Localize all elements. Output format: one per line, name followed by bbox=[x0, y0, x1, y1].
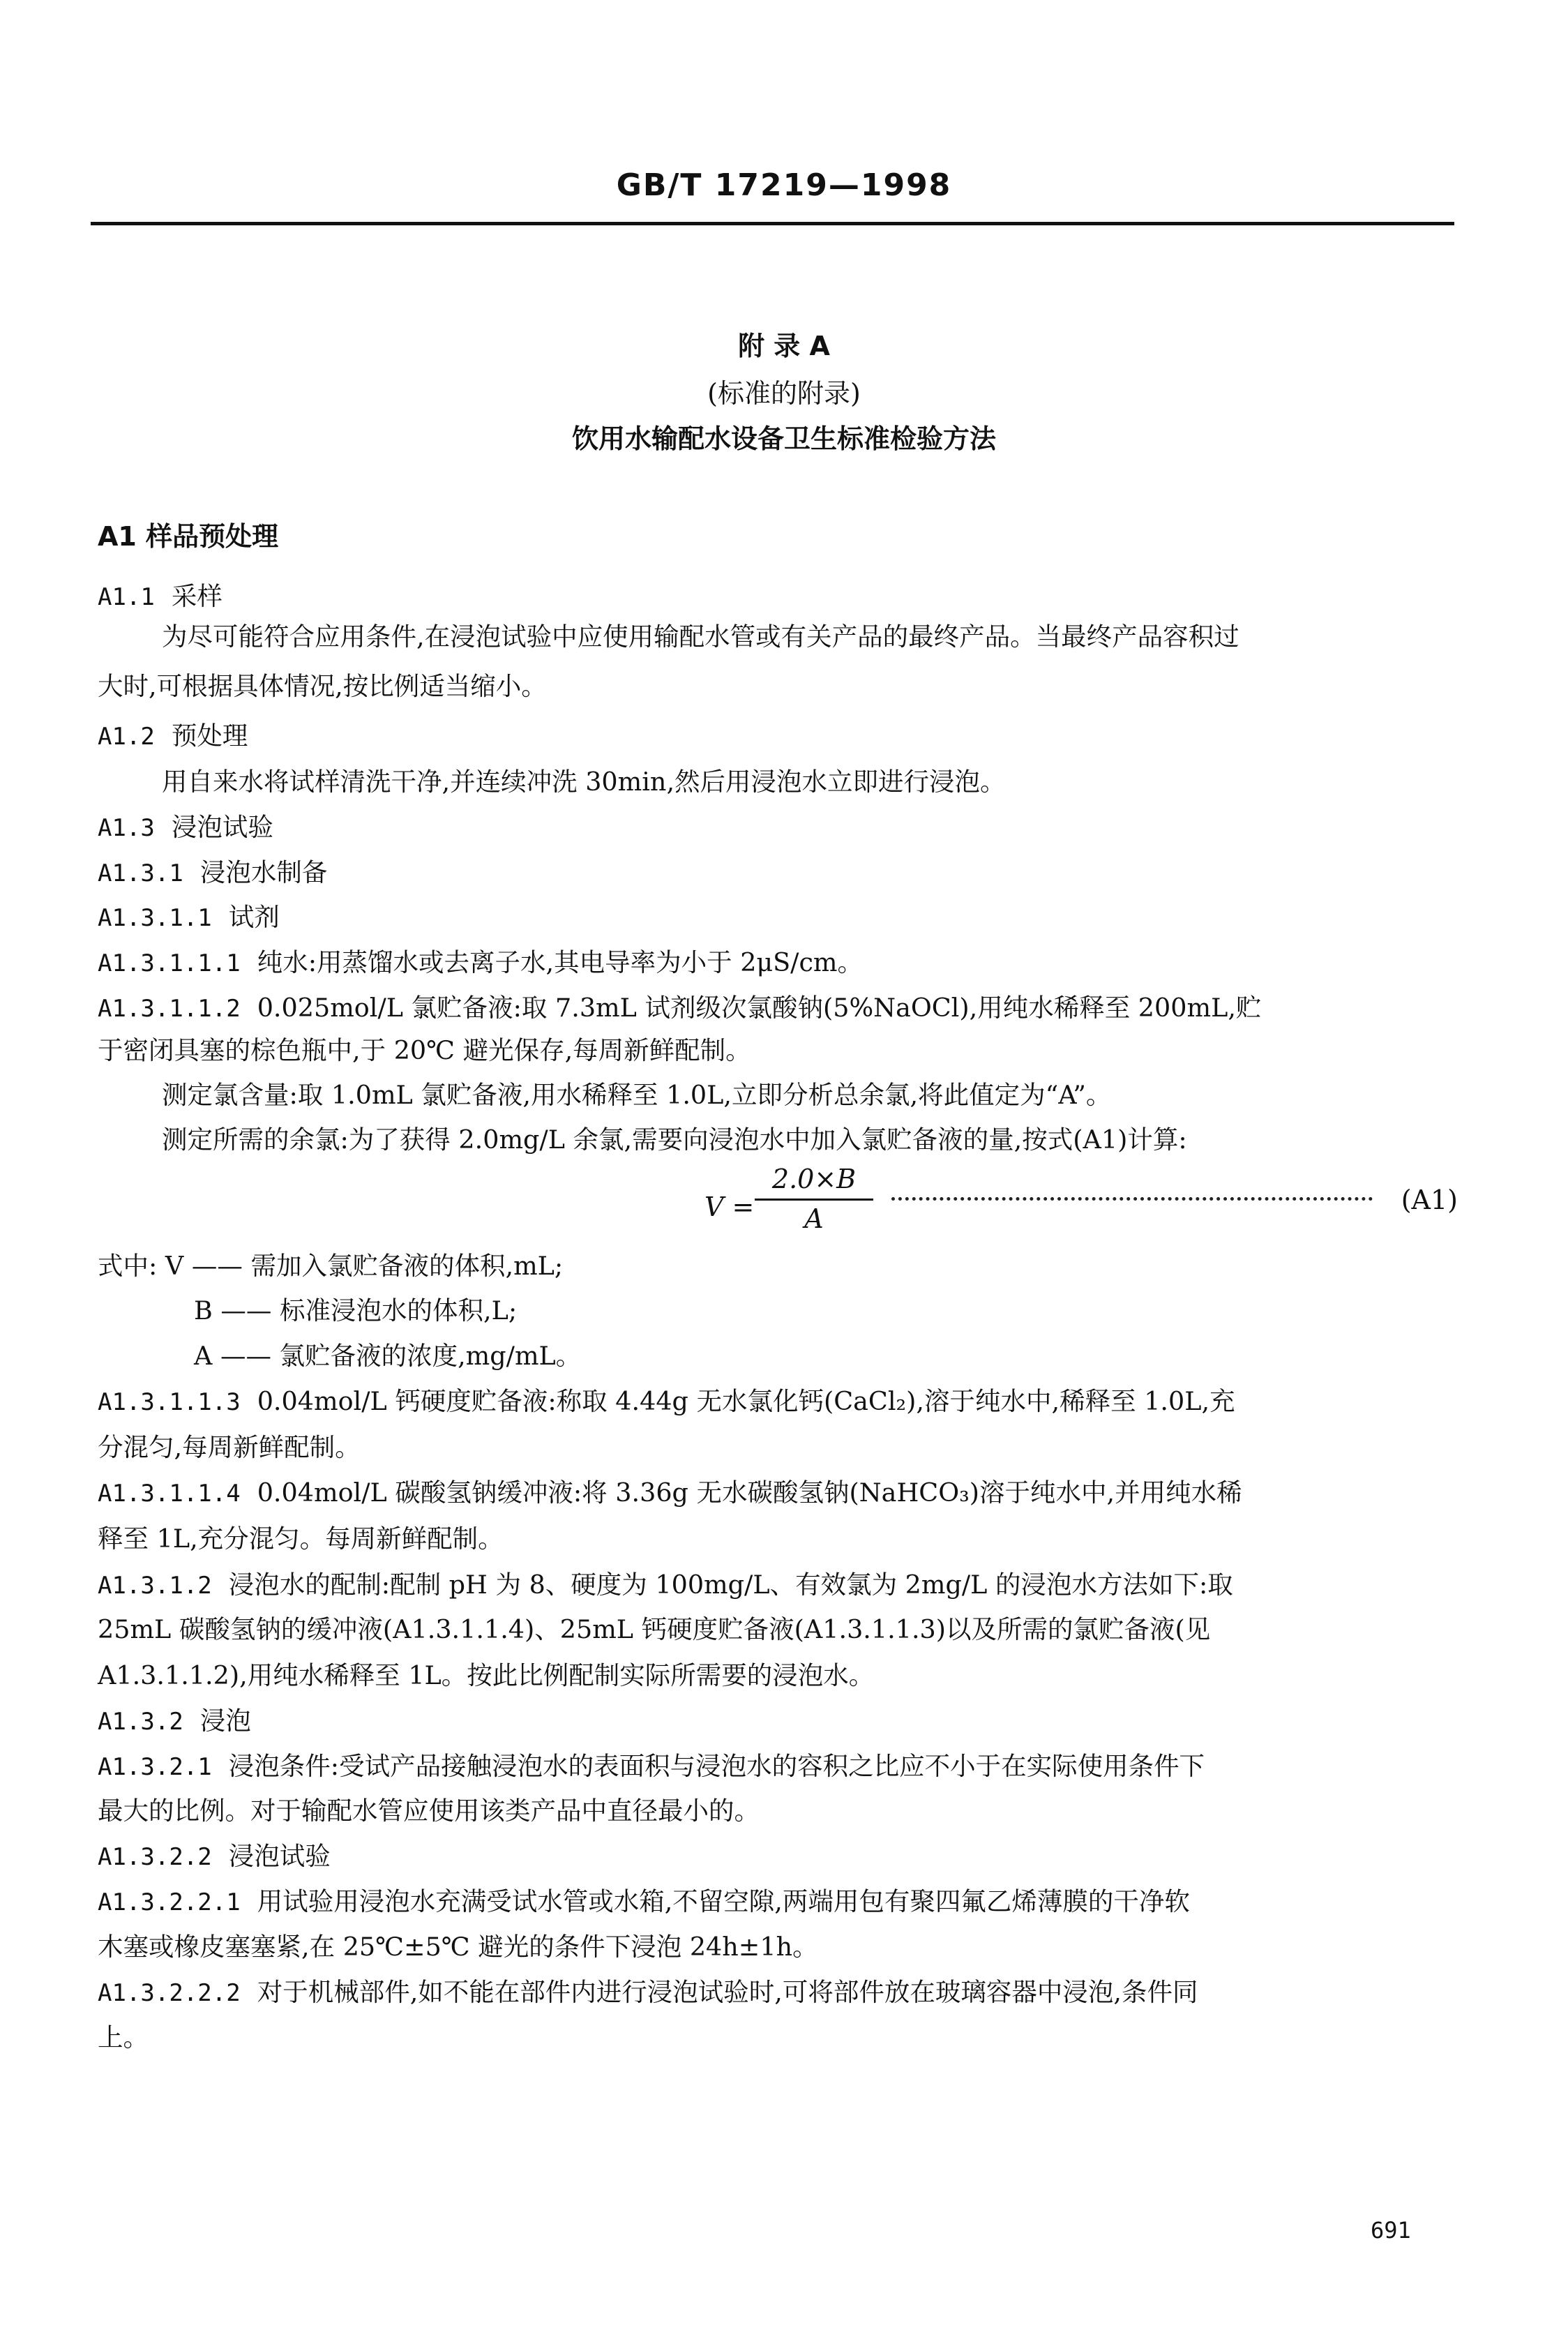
section-number: A1.2 bbox=[98, 723, 155, 751]
section-number: A1.3.2 bbox=[98, 1708, 183, 1736]
section-text: 0.04mol/L 碳酸氢钠缓冲液:将 3.36g 无水碳酸氢钠(NaHCO₃)溶于纯水中,并用纯水稀 bbox=[257, 1478, 1242, 1508]
section-text: 浸泡条件:受试产品接触浸泡水的表面积与浸泡水的容积之比应不小于在实际使用条件下 bbox=[228, 1751, 1205, 1781]
section-title: 浸泡试验 bbox=[228, 1841, 331, 1871]
section-title: 浸泡试验 bbox=[171, 812, 273, 842]
section-number: A1.3.2.2 bbox=[98, 1843, 212, 1871]
appendix-subtitle: (标准的附录) bbox=[707, 378, 861, 409]
formula-numerator: 2.0×B bbox=[755, 1164, 873, 1201]
section-text: 用试验用浸泡水充满受试水管或水箱,不留空隙,两端用包有聚四氟乙烯薄膜的干净软 bbox=[257, 1886, 1190, 1916]
paragraph-line: 最大的比例。对于输配水管应使用该类产品中直径最小的。 bbox=[98, 1796, 760, 1826]
section-a1-3-1-2 bbox=[98, 1572, 1233, 1598]
formula-fraction bbox=[755, 1164, 873, 1234]
section-number: A1.3.1.1.2 bbox=[98, 995, 241, 1023]
formula-leader-dots bbox=[891, 1194, 1373, 1201]
paragraph-line: 用自来水将试样清洗干净,并连续冲洗 30min,然后用浸泡水立即进行浸泡。 bbox=[162, 767, 1006, 797]
section-number: A1.1 bbox=[98, 583, 155, 611]
where-line: 式中: V —— 需加入氯贮备液的体积,mL; bbox=[98, 1251, 564, 1281]
section-a1-3-2-2 bbox=[98, 1841, 331, 1871]
formula-a1 bbox=[704, 1164, 1458, 1247]
section-number: A1.3.1 bbox=[98, 859, 183, 887]
section-title: 浸泡水制备 bbox=[199, 857, 328, 887]
section-number: A1.3.1.2 bbox=[98, 1572, 212, 1600]
paragraph-line: 于密闭具塞的棕色瓶中,于 20℃ 避光保存,每周新鲜配制。 bbox=[98, 1035, 751, 1065]
section-number: A1.3.1.1.1 bbox=[98, 949, 241, 977]
section-a1-title: A1 样品预处理 bbox=[98, 521, 279, 552]
section-a1-3-2-2-1 bbox=[98, 1886, 1190, 1916]
section-title: 预处理 bbox=[171, 721, 248, 751]
where-line: A —— 氯贮备液的浓度,mg/mL。 bbox=[194, 1341, 582, 1371]
formula-lhs: V = bbox=[704, 1192, 755, 1222]
header-divider bbox=[91, 222, 1454, 225]
section-a1-3-1-1 bbox=[98, 902, 280, 932]
paragraph-line: 释至 1L,充分混匀。每周新鲜配制。 bbox=[98, 1524, 504, 1554]
section-number: A1.3 bbox=[98, 814, 155, 842]
section-number: A1.3.2.2.2 bbox=[98, 1979, 241, 2007]
section-a1-3-1-1-2 bbox=[98, 993, 1262, 1023]
paragraph-line: 测定所需的余氯:为了获得 2.0mg/L 余氯,需要向浸泡水中加入氯贮备液的量,按式(A1)计算: bbox=[162, 1125, 1187, 1155]
paragraph-line: 测定氯含量:取 1.0mL 氯贮备液,用水稀释至 1.0L,立即分析总余氯,将此值定为“A”。 bbox=[162, 1080, 1112, 1110]
section-a1-3-2-2-2 bbox=[98, 1977, 1198, 2007]
section-number: A1.3.1.1.4 bbox=[98, 1480, 241, 1508]
paragraph-line: 25mL 碳酸氢钠的缓冲液(A1.3.1.1.4)、25mL 钙硬度贮备液(A1.3.1.1.3)以及所需的氯贮备液(见 bbox=[98, 1614, 1211, 1644]
paragraph-line: 上。 bbox=[98, 2022, 149, 2052]
section-text: 浸泡水的配制:配制 pH 为 8、硬度为 100mg/L、有效氯为 2mg/L 的浸泡水方法如下:取 bbox=[228, 1570, 1233, 1600]
section-title: 采样 bbox=[171, 581, 223, 611]
section-number: A1.3.1.1 bbox=[98, 904, 212, 932]
where-line: B —— 标准浸泡水的体积,L; bbox=[194, 1295, 518, 1325]
paragraph-line: 大时,可根据具体情况,按比例适当缩小。 bbox=[98, 671, 547, 701]
paragraph-line: 分混匀,每周新鲜配制。 bbox=[98, 1432, 361, 1462]
paragraph-line: A1.3.1.1.2),用纯水稀释至 1L。按此比例配制实际所需要的浸泡水。 bbox=[98, 1660, 875, 1690]
section-number: A1.3.1.1.3 bbox=[98, 1388, 241, 1416]
section-a1-2 bbox=[98, 723, 248, 749]
section-a1-3-1-1-4 bbox=[98, 1480, 1242, 1506]
section-title: 试剂 bbox=[228, 902, 280, 932]
standard-code-header: GB/T 17219—1998 bbox=[616, 167, 952, 203]
section-a1-3 bbox=[98, 812, 273, 842]
section-text: 对于机械部件,如不能在部件内进行浸泡试验时,可将部件放在玻璃容器中浸泡,条件同 bbox=[257, 1977, 1198, 2007]
page-number: 691 bbox=[1371, 2217, 1411, 2244]
section-a1-3-1-1-1 bbox=[98, 947, 864, 977]
formula-tag: (A1) bbox=[1401, 1185, 1458, 1215]
section-a1-1 bbox=[98, 581, 223, 611]
appendix-heading: 饮用水输配水设备卫生标准检验方法 bbox=[571, 423, 996, 454]
section-text: 纯水:用蒸馏水或去离子水,其电导率为小于 2μS/cm。 bbox=[257, 947, 864, 977]
formula-denominator: A bbox=[804, 1203, 824, 1234]
section-number: A1.3.2.1 bbox=[98, 1753, 212, 1781]
section-number: A1.3.2.2.1 bbox=[98, 1888, 241, 1916]
section-a1-3-1-1-3 bbox=[98, 1386, 1235, 1416]
paragraph-line: 木塞或橡皮塞塞紧,在 25℃±5℃ 避光的条件下浸泡 24h±1h。 bbox=[98, 1932, 818, 1962]
section-title: 浸泡 bbox=[199, 1706, 251, 1736]
section-a1-3-2-1 bbox=[98, 1751, 1205, 1781]
section-a1-3-2 bbox=[98, 1708, 251, 1734]
section-text: 0.025mol/L 氯贮备液:取 7.3mL 试剂级次氯酸钠(5%NaOCl),用纯水稀释至 200mL,贮 bbox=[257, 993, 1262, 1023]
section-a1-3-1 bbox=[98, 857, 328, 887]
appendix-title: 附 录 A bbox=[738, 331, 830, 361]
paragraph-line: 为尽可能符合应用条件,在浸泡试验中应使用输配水管或有关产品的最终产品。当最终产品容积过 bbox=[162, 622, 1239, 652]
section-text: 0.04mol/L 钙硬度贮备液:称取 4.44g 无水氯化钙(CaCl₂),溶于纯水中,稀释至 1.0L,充 bbox=[257, 1386, 1235, 1416]
